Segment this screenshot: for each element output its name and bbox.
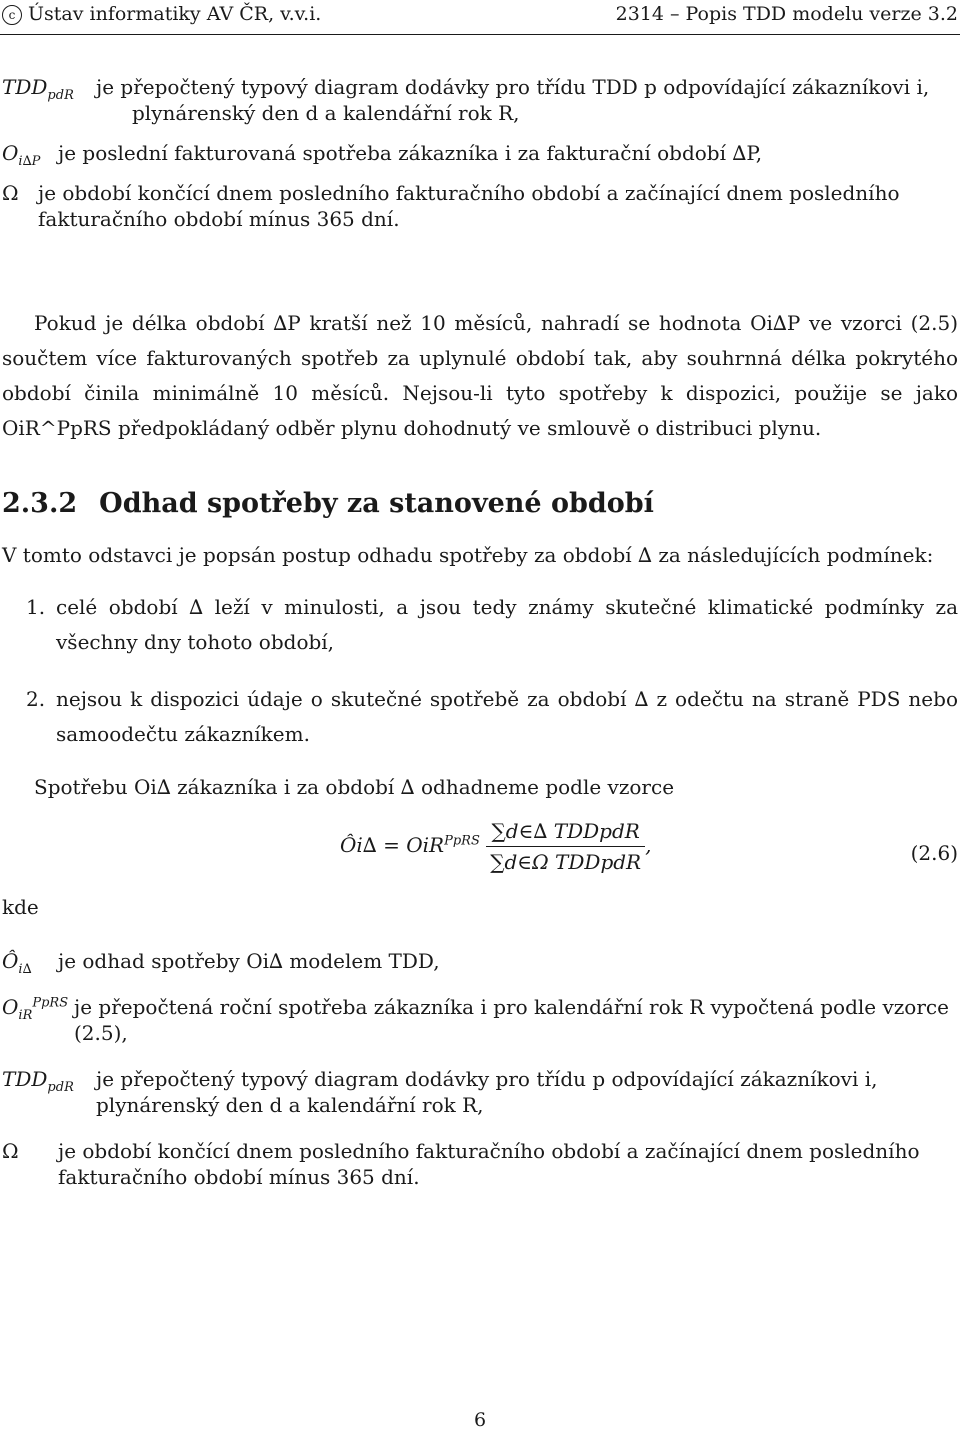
definition-symbol: $TDD_{pdR}$: [2, 75, 74, 103]
definition-item: [2, 74, 958, 126]
equation-numerator: ∑d∈∆ TDDpdR: [486, 818, 645, 847]
definitions-bottom: [2, 948, 958, 1204]
definition-item: [2, 1138, 958, 1190]
definition-item: [2, 1066, 958, 1118]
definition-item: [2, 140, 958, 169]
definition-symbol: $O_{iR}^{PpRS}$: [2, 995, 69, 1023]
definition-symbol: $TDD_{pdR}$: [2, 1067, 74, 1095]
header-institution: c Ústav informatiky AV ČR, v.v.i.: [2, 2, 321, 27]
copyright-icon: c: [2, 5, 22, 25]
definition-item: [2, 994, 958, 1046]
definition-symbol: Ω: [2, 1139, 19, 1163]
equation-body: Ôi∆ = OiR$^{PpRS}$ $\frac{\text{∑d∈∆ TDDpdR}}{\text{∑d∈Ω TDDpdR}}$ ,: [340, 819, 652, 874]
definition-item: [2, 948, 958, 977]
definition-text: je přepočtená roční spotřeba zákazníka i pro kalendářní rok R vypočtená podle vzorce (2.5),: [74, 995, 949, 1045]
paragraph-estimate: Spotřebu Oi∆ zákazníka i za období ∆ odhadneme podle vzorce: [34, 775, 675, 799]
definition-text: je období končící dnem posledního fakturačního období a začínající dnem posledního fakturačního období mínus 365 dní.: [58, 1139, 920, 1189]
where-label: kde: [2, 895, 39, 919]
equation-2-6: [0, 818, 958, 888]
paragraph-intro: V tomto odstavci je popsán postup odhadu spotřeby za období ∆ za následujících podmínek:: [2, 543, 934, 567]
definitions-top: [2, 74, 958, 246]
equation-lhs: Ôi∆ = OiR: [340, 833, 445, 857]
equation-denominator: ∑d∈Ω TDDpdR: [490, 850, 642, 874]
paragraph-shorter-period: Pokud je délka období ∆P kratší než 10 měsíců, nahradí se hodnota Oi∆P ve vzorci (2.5) součtem více fakturovaných spotřeb za uplynulé období tak, aby souhrnná délka pokrytého období činila minimálně 10 měsíců. Nejsou-li tyto spotřeby k dispozici, použije se jako OiR^PpRS předpokládaný odběr plynu dohodnutý ve smlouvě o distribuci plynu.: [2, 311, 958, 440]
definition-text: je poslední fakturovaná spotřeba zákazníka i za fakturační období ∆P,: [58, 141, 763, 165]
list-item-number: 2.: [26, 687, 46, 711]
definition-symbol: $Ô_{i\Delta}$: [2, 949, 32, 977]
list-item: [26, 682, 958, 752]
definition-symbol: Ω: [2, 181, 19, 205]
list-item-text: nejsou k dispozici údaje o skutečné spotřebě za období ∆ z odečtu na straně PDS nebo samoodečtu zákazníkem.: [56, 687, 958, 746]
section-heading: [2, 486, 958, 521]
section-title: Odhad spotřeby za stanovené období: [99, 488, 654, 519]
definition-text: je přepočtený typový diagram dodávky pro třídu TDD p odpovídající zákazníkovi i, plynárenský den d a kalendářní rok R,: [96, 75, 930, 125]
list-item-text: celé období ∆ leží v minulosti, a jsou tedy známy skutečné klimatické podmínky za všechny dny tohoto období,: [56, 595, 958, 654]
page-number: 6: [473, 1409, 487, 1431]
definition-text: je období končící dnem posledního fakturačního období a začínající dnem posledního fakturačního období mínus 365 dní.: [38, 181, 900, 231]
equation-number: (2.6): [910, 841, 958, 865]
definition-text: je přepočtený typový diagram dodávky pro třídu p odpovídající zákazníkovi i, plynárenský den d a kalendářní rok R,: [96, 1067, 878, 1117]
definition-item: [2, 180, 958, 232]
conditions-list: [26, 590, 958, 774]
definition-text: je odhad spotřeby Oi∆ modelem TDD,: [58, 949, 440, 973]
list-item: [26, 590, 958, 660]
definition-symbol: $O_{i\Delta P}$: [2, 141, 41, 169]
section-number: 2.3.2: [2, 488, 78, 519]
running-header: [0, 2, 960, 28]
header-report-title: 2314 – Popis TDD modelu verze 3.2: [615, 3, 958, 25]
equation-lhs-superscript: PpRS: [444, 833, 480, 849]
list-item-number: 1.: [26, 595, 46, 619]
header-rule: [0, 34, 960, 35]
equation-fraction: [486, 818, 645, 875]
